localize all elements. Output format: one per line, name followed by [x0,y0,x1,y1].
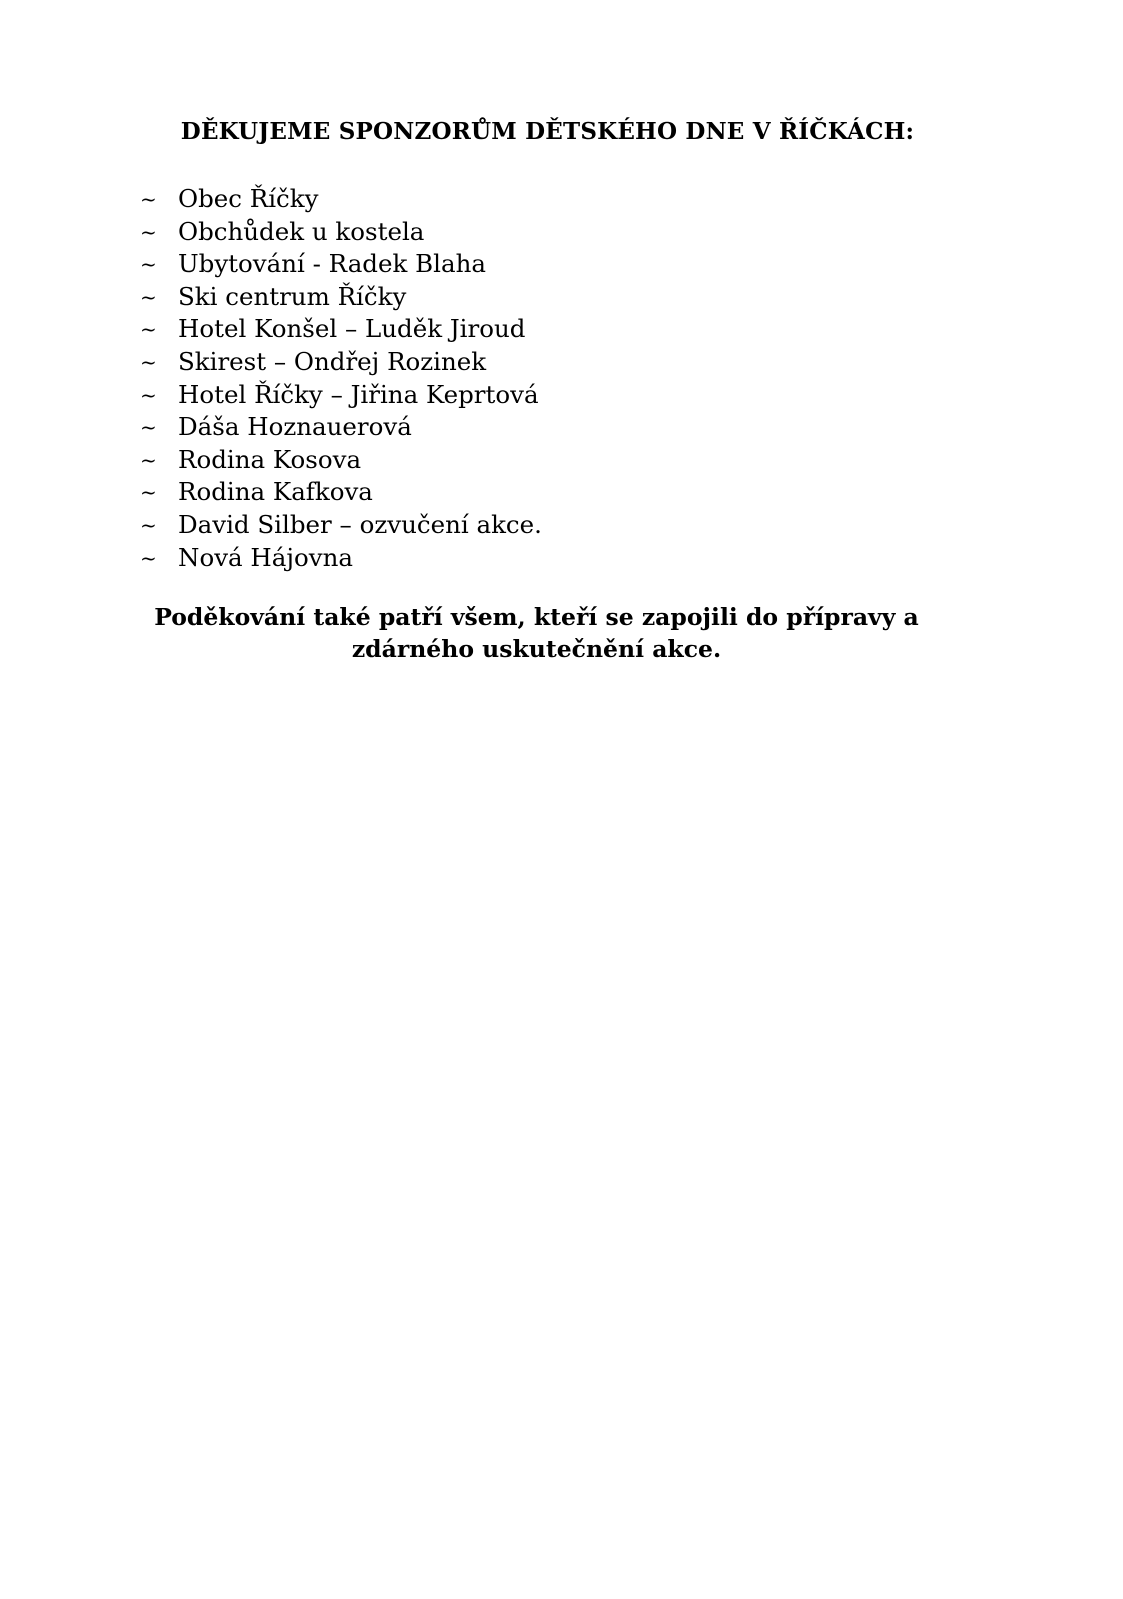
sponsor-name: David Silber – ozvučení akce. [178,509,542,539]
tilde-bullet-icon: ~ [140,284,157,309]
tilde-bullet-icon: ~ [140,219,157,244]
tilde-bullet-icon: ~ [140,512,157,537]
tilde-bullet-icon: ~ [140,415,157,440]
list-item [140,216,542,249]
list-item [140,379,542,412]
sponsor-name: Nová Hájovna [178,542,353,572]
closing-note [0,601,1073,665]
sponsor-name: Hotel Říčky – Jiřina Keprtová [178,379,539,409]
tilde-bullet-icon: ~ [140,545,157,570]
tilde-bullet-icon: ~ [140,349,157,374]
tilde-bullet-icon: ~ [140,187,157,211]
tilde-bullet-icon: ~ [140,480,157,505]
list-item [140,411,542,444]
sponsor-name: Ski centrum Říčky [178,281,407,311]
list-item [140,281,542,314]
tilde-bullet-icon: ~ [140,252,157,277]
list-item [140,248,542,281]
list-item [140,444,542,477]
sponsor-list [140,183,542,574]
list-item [140,476,542,509]
closing-line-2: zdárného uskutečnění akce. [351,635,722,663]
list-item [140,346,542,379]
sponsor-name: Rodina Kafkova [178,477,373,507]
list-item [140,509,542,542]
tilde-bullet-icon: ~ [140,382,157,407]
tilde-bullet-icon: ~ [140,317,157,342]
list-item [140,183,542,216]
sponsor-name: Skirest – Ondřej Rozinek [178,346,487,376]
sponsor-name: Dáša Hoznauerová [178,412,412,442]
sponsor-name: Obec Říčky [178,184,319,213]
sponsor-name: Obchůdek u kostela [178,216,425,246]
list-item [140,313,542,346]
sponsor-name: Hotel Konšel – Luděk Jiroud [178,314,526,344]
tilde-bullet-icon: ~ [140,447,157,472]
page-title: DĚKUJEME SPONZORŮM DĚTSKÉHO DNE V ŘÍČKÁCH: [180,118,915,145]
list-item [140,542,542,575]
sponsor-name: Ubytování - Radek Blaha [178,249,486,279]
sponsor-name: Rodina Kosova [178,444,362,474]
closing-line-1: Poděkování také patří všem, kteří se zapojili do přípravy a [154,603,919,631]
